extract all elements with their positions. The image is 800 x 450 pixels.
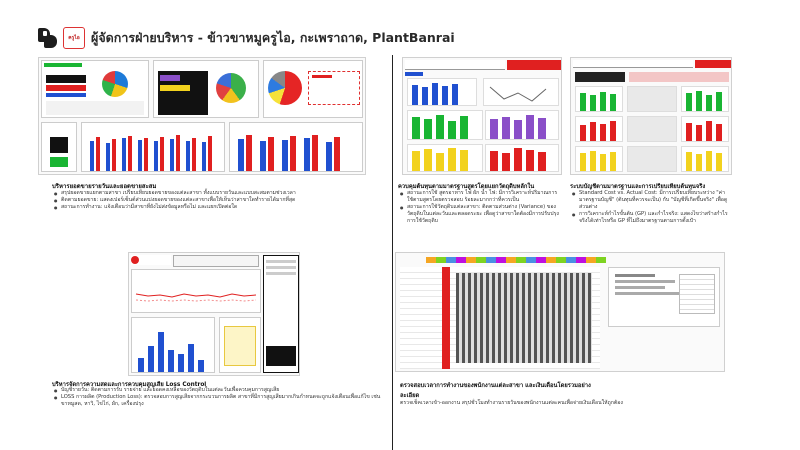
bullet-item: ● สรุปยอดขายแยกตามสาขา เปรียบเทียบยอดขายของแต่ละสาขา ทั้งแบบรายวันและแบบสะสมตามช่วงเวลา — [54, 190, 374, 197]
section-title-standard-cost: ระบบบัญชีตามมาตรฐานและการเปรียบเทียบต้นทุนจริง — [570, 184, 706, 190]
bullet-item: ● บัญชีรายวัน: ติดตามการรับ รายจ่าย และยอดคงเหลือของวัตถุดิบในแต่ละวันเพื่อควบคุมการสูญเสีย — [54, 387, 384, 394]
section-title-cost-control: ควบคุมต้นทุนตามมาตรฐานสูตรโดยแยกวัตถุดิบหลักใน — [398, 184, 535, 190]
column-divider — [392, 55, 393, 450]
section-title-sales: บริหารยอดขายรายวันและยอดขายสะสม — [52, 183, 157, 190]
section-bullets-sales — [54, 190, 374, 211]
section-body-timesheet: ตรวจเช็คเวลาเข้า-ออกงาน สรุปชั่วโมงทำงานรายวันของพนักงานแต่ละคนเพื่อจ่ายเงินเดือนให้ถูกต้อง — [400, 400, 623, 406]
bullet-item: ● สถานะการใช้วัตถุดิบแต่ละสาขา: ติดตามส่วนต่าง (Variance) ของวัตถุดิบในแต่ละวันและตลอดระยะ เพื่อดูว่าสาขาใดต้องมีการปรับปรุงการใช้วัตถุดิบ — [400, 204, 562, 225]
bullet-item: ● สถานะการใช้ สูตรอาหาร ไฟ ผัก น้ำ ไฟ: มีการวิเคราะห์ปริมาณการใช้ตามสูตรโดยตรวจสอบ ร้อยละมากกว่าที่ควรเป็น — [400, 190, 562, 204]
krui-brand-logo: ครูไอ — [63, 27, 85, 49]
section-title-timesheet: ตรวจสอบเวลาการทำงานของพนักงานแต่ละสาขา และเงินเดือนโดยรวมอย่างละเอียด — [400, 383, 591, 399]
timesheet-thumbnail — [395, 252, 725, 372]
section-bullets-loss-control — [54, 387, 384, 408]
section-bullets-standard-cost — [572, 190, 734, 225]
bullet-item: ● ติดตามยอดขาย: แสดงเปอร์เซ็นต์ส่วนแบ่งยอดขายของแต่ละสาขาเพื่อให้เห็นว่าสาขาใดทำรายได้มากที่สุด — [54, 197, 374, 204]
cost-control-thumbnail — [402, 57, 562, 175]
sales-dashboard-thumbnail — [38, 57, 366, 175]
bullet-item: ● การวิเคราะห์กำไรขั้นต้น (GP) และกำไรจริง: แสดงไขว่าสร้างกำไรจริงได้เท่าไรหรือ GP ที่ไม่ถึงมาตรฐานตามการตั้งเป้า — [572, 211, 734, 225]
page-header — [38, 27, 455, 49]
standard-cost-thumbnail — [570, 57, 732, 175]
page-title: ผู้จัดการฝ่ายบริหาร - ข้าวขาหมูครูไอ, กะเพราถาด, PlantBanrai — [91, 30, 455, 45]
bullet-item: ● LOSS การผลิต (Production Loss): ตรวจสอบการสูญเสียจากกระบวนการผลิต สาขาที่มีการสูญเสียมากเกินกำหนดจะถูกแจ้งเตือนเพื่อแก้ไข เช่น ขาหมูสด, หาวิ, ไข่ไก่, ผัก, เครื่องปรุง — [54, 394, 384, 408]
section-bullets-cost-control — [400, 190, 562, 225]
section-title-loss-control: บริหารจัดการความสดและการควบคุมสูญเสีย Loss Control — [52, 382, 207, 388]
bullet-item: ● สถานะการทำงาน: แจ้งเตือนว่ามีสาขาที่ยังไม่ส่งข้อมูลหรือไม่ และแยกเปิดต่อใด — [54, 204, 374, 211]
plantbanrai-logo — [38, 28, 58, 48]
loss-control-thumbnail — [128, 252, 300, 376]
bullet-item: ● Standard Cost vs. Actual Cost: มีการเปรียบเทียบระหว่าง "ค่ามาตรฐานบัญชี" (ต้นทุนที่ควรจะเป็น) กับ "บัญชีที่เกิดขึ้นจริง" เพื่อดูส่วนต่าง — [572, 190, 734, 211]
